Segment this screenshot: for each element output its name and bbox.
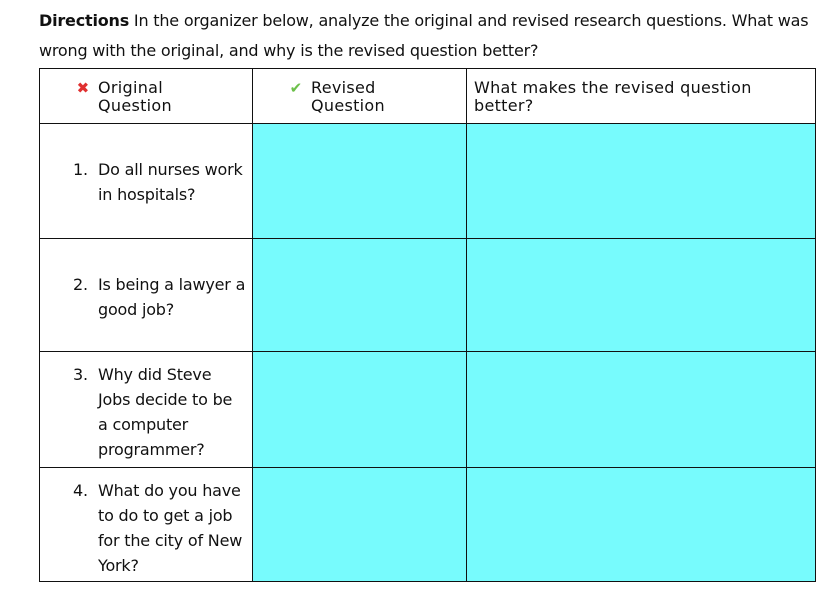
original-question-text: What do you have to do to get a job for the city of New York?: [98, 481, 243, 575]
header-revised-label: Revised Question: [311, 78, 385, 115]
original-question-text: Is being a lawyer a good job?: [98, 275, 246, 319]
original-question-cell: [40, 239, 253, 352]
header-better-label: What makes the revised question better?: [474, 78, 752, 115]
check-icon: ✔: [289, 79, 303, 97]
original-question-text: Do all nurses work in hospitals?: [98, 160, 243, 204]
header-original: [40, 69, 253, 124]
explanation-input[interactable]: [467, 124, 816, 239]
question-number: 2.: [73, 275, 88, 294]
explanation-input[interactable]: [467, 352, 816, 468]
cross-icon: ✖: [76, 79, 90, 97]
directions-text: [39, 6, 814, 66]
revised-question-input[interactable]: [253, 352, 467, 468]
directions-label: Directions: [39, 11, 130, 30]
table-row: [40, 352, 816, 468]
question-number: 3.: [73, 365, 88, 384]
table-row: [40, 468, 816, 582]
original-question-cell: [40, 124, 253, 239]
header-revised: [253, 69, 467, 124]
original-question-cell: [40, 468, 253, 582]
header-original-label: Original Question: [98, 78, 172, 115]
original-question-cell: [40, 352, 253, 468]
revised-question-input[interactable]: [253, 124, 467, 239]
question-number: 4.: [73, 481, 88, 500]
directions-body: In the organizer below, analyze the original and revised research questions. What was wrong with the original, and why is the revised question better?: [39, 11, 809, 60]
organizer-table: [39, 68, 816, 582]
revised-question-input[interactable]: [253, 239, 467, 352]
question-number: 1.: [73, 160, 88, 179]
header-better: [467, 69, 816, 124]
table-row: [40, 124, 816, 239]
header-row: [40, 69, 816, 124]
revised-question-input[interactable]: [253, 468, 467, 582]
explanation-input[interactable]: [467, 468, 816, 582]
explanation-input[interactable]: [467, 239, 816, 352]
table-row: [40, 239, 816, 352]
original-question-text: Why did Steve Jobs decide to be a computer programmer?: [98, 365, 233, 459]
